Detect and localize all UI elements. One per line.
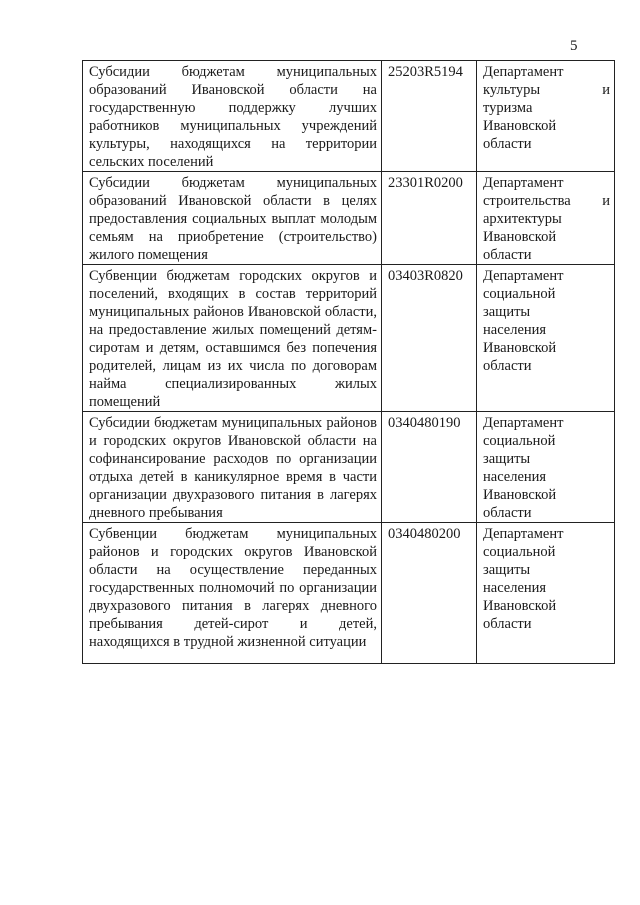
department-line: социальной <box>483 433 556 449</box>
table-row <box>83 61 615 172</box>
department-line: Ивановской <box>483 487 557 503</box>
department-line: защиты <box>483 304 531 320</box>
department-line: населения <box>483 322 547 338</box>
department-line: социальной <box>483 286 556 302</box>
row-department <box>477 265 615 412</box>
department-line: Ивановской <box>483 229 557 245</box>
department-line: защиты <box>483 562 531 578</box>
department-line: культуры и <box>483 82 610 98</box>
page-number: 5 <box>570 38 578 54</box>
table-row <box>83 172 615 265</box>
department-line: защиты <box>483 451 531 467</box>
department-line: туризма <box>483 100 533 116</box>
row-department <box>477 172 615 265</box>
department-line: Ивановской <box>483 598 557 614</box>
department-line: области <box>483 616 532 632</box>
department-line: Департамент <box>483 268 564 284</box>
department-line: Департамент <box>483 415 564 431</box>
row-code: 0340480200 <box>382 523 477 664</box>
department-line: области <box>483 136 532 152</box>
department-line: Ивановской <box>483 340 557 356</box>
department-line: Ивановской <box>483 118 557 134</box>
table-row <box>83 523 615 664</box>
table-row <box>83 265 615 412</box>
budget-table <box>82 60 615 664</box>
department-line: социальной <box>483 544 556 560</box>
department-line: архитектуры <box>483 211 562 227</box>
department-line: населения <box>483 580 547 596</box>
row-department <box>477 61 615 172</box>
department-line: Департамент <box>483 526 564 542</box>
row-department <box>477 523 615 664</box>
department-line: строительства и <box>483 193 610 209</box>
department-line: области <box>483 358 532 374</box>
row-description: Субсидии бюджетам муниципальных образований Ивановской области в целях предоставления социальных выплат молодым семьям на приобретение (строительство) жилого помещения <box>83 172 382 265</box>
department-line: области <box>483 505 532 521</box>
row-department <box>477 412 615 523</box>
row-description: Субсидии бюджетам муниципальных образований Ивановской области на государственную поддержку лучших работников муниципальных учреждений культуры, находящихся на территории сельских поселений <box>83 61 382 172</box>
table-row <box>83 412 615 523</box>
department-line: области <box>483 247 532 263</box>
department-line: Департамент <box>483 175 564 191</box>
row-description: Субвенции бюджетам городских округов и поселений, входящих в состав территорий муниципальных районов Ивановской области, на предоставление жилых помещений детям-сиротам и детям, оставшимся без попечения родителей, лицам из их числа по договорам найма специализированных жилых помещений <box>83 265 382 412</box>
row-code: 23301R0200 <box>382 172 477 265</box>
row-code: 03403R0820 <box>382 265 477 412</box>
row-code: 0340480190 <box>382 412 477 523</box>
department-line: населения <box>483 469 547 485</box>
row-description: Субвенции бюджетам муниципальных районов и городских округов Ивановской области на осуществление переданных государственных полномочий по организации двухразового питания в лагерях дневного пребывания детей-сирот и детей, находящихся в трудной жизненной ситуации <box>83 523 382 664</box>
department-line: Департамент <box>483 64 564 80</box>
row-description: Субсидии бюджетам муниципальных районов и городских округов Ивановской области на софинансирование расходов по организации отдыха детей в каникулярное время в части организации двухразового питания в лагерях дневного пребывания <box>83 412 382 523</box>
row-code: 25203R5194 <box>382 61 477 172</box>
